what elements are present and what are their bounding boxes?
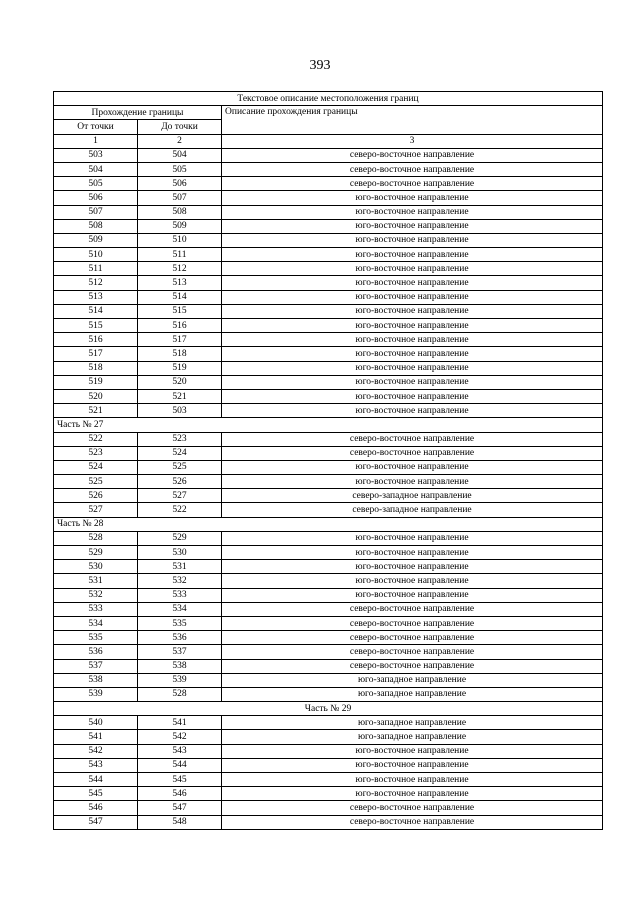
direction-cell: юго-восточное направление: [222, 191, 603, 205]
section-label: Часть № 29: [54, 702, 603, 716]
to-point-cell: 515: [138, 304, 222, 318]
direction-cell: юго-восточное направление: [222, 290, 603, 304]
from-point-cell: 546: [54, 801, 138, 815]
direction-cell: юго-восточное направление: [222, 219, 603, 233]
from-point-cell: 526: [54, 489, 138, 503]
direction-cell: северо-восточное направление: [222, 162, 603, 176]
section-row: [54, 702, 603, 716]
direction-cell: юго-восточное направление: [222, 205, 603, 219]
direction-cell: северо-восточное направление: [222, 801, 603, 815]
to-header: До точки: [138, 120, 222, 134]
from-point-cell: 510: [54, 248, 138, 262]
from-point-cell: 534: [54, 616, 138, 630]
table-row: [54, 773, 603, 787]
direction-cell: юго-восточное направление: [222, 361, 603, 375]
direction-cell: северо-восточное направление: [222, 631, 603, 645]
to-point-cell: 506: [138, 177, 222, 191]
to-point-cell: 545: [138, 773, 222, 787]
direction-cell: юго-восточное направление: [222, 319, 603, 333]
from-point-cell: 511: [54, 262, 138, 276]
to-point-cell: 520: [138, 375, 222, 389]
table-group-header-row: [54, 106, 603, 120]
from-point-cell: 532: [54, 588, 138, 602]
from-point-cell: 520: [54, 389, 138, 403]
direction-cell: северо-восточное направление: [222, 815, 603, 829]
from-point-cell: 524: [54, 460, 138, 474]
table-row: [54, 432, 603, 446]
to-point-cell: 519: [138, 361, 222, 375]
to-point-cell: 537: [138, 645, 222, 659]
from-point-cell: 512: [54, 276, 138, 290]
table-row: [54, 219, 603, 233]
to-point-cell: 531: [138, 560, 222, 574]
from-point-cell: 544: [54, 773, 138, 787]
from-point-cell: 528: [54, 531, 138, 545]
column-number-3: 3: [222, 134, 603, 148]
table-row: [54, 815, 603, 829]
from-header: От точки: [54, 120, 138, 134]
table-row: [54, 148, 603, 162]
from-point-cell: 539: [54, 687, 138, 701]
table-row: [54, 375, 603, 389]
direction-cell: юго-западное направление: [222, 730, 603, 744]
from-point-cell: 505: [54, 177, 138, 191]
to-point-cell: 507: [138, 191, 222, 205]
from-point-cell: 540: [54, 716, 138, 730]
to-point-cell: 538: [138, 659, 222, 673]
from-point-cell: 513: [54, 290, 138, 304]
to-point-cell: 516: [138, 319, 222, 333]
to-point-cell: 544: [138, 758, 222, 772]
table-row: [54, 801, 603, 815]
table-row: [54, 716, 603, 730]
from-point-cell: 518: [54, 361, 138, 375]
to-point-cell: 529: [138, 531, 222, 545]
to-point-cell: 504: [138, 148, 222, 162]
table-row: [54, 588, 603, 602]
direction-cell: юго-восточное направление: [222, 333, 603, 347]
to-point-cell: 518: [138, 347, 222, 361]
section-row: [54, 418, 603, 432]
direction-cell: юго-восточное направление: [222, 460, 603, 474]
table-row: [54, 631, 603, 645]
from-point-cell: 541: [54, 730, 138, 744]
to-point-cell: 521: [138, 389, 222, 403]
to-point-cell: 541: [138, 716, 222, 730]
from-point-cell: 506: [54, 191, 138, 205]
from-point-cell: 514: [54, 304, 138, 318]
direction-cell: юго-западное направление: [222, 673, 603, 687]
table-row: [54, 319, 603, 333]
direction-cell: юго-западное направление: [222, 716, 603, 730]
table-body: [54, 148, 603, 829]
from-point-cell: 545: [54, 787, 138, 801]
to-point-cell: 527: [138, 489, 222, 503]
direction-cell: северо-восточное направление: [222, 148, 603, 162]
table-row: [54, 503, 603, 517]
from-point-cell: 517: [54, 347, 138, 361]
boundary-description-table: [53, 91, 603, 830]
direction-cell: юго-восточное направление: [222, 744, 603, 758]
to-point-cell: 524: [138, 446, 222, 460]
table-row: [54, 262, 603, 276]
to-point-cell: 505: [138, 162, 222, 176]
to-point-cell: 512: [138, 262, 222, 276]
group-header: Прохождение границы: [54, 106, 222, 120]
to-point-cell: 513: [138, 276, 222, 290]
direction-cell: юго-восточное направление: [222, 248, 603, 262]
direction-cell: юго-восточное направление: [222, 276, 603, 290]
direction-cell: юго-восточное направление: [222, 531, 603, 545]
table-row: [54, 687, 603, 701]
table-row: [54, 177, 603, 191]
section-row: [54, 517, 603, 531]
to-point-cell: 543: [138, 744, 222, 758]
direction-cell: северо-восточное направление: [222, 616, 603, 630]
from-point-cell: 527: [54, 503, 138, 517]
to-point-cell: 547: [138, 801, 222, 815]
to-point-cell: 532: [138, 574, 222, 588]
from-point-cell: 538: [54, 673, 138, 687]
to-point-cell: 526: [138, 475, 222, 489]
to-point-cell: 536: [138, 631, 222, 645]
to-point-cell: 533: [138, 588, 222, 602]
to-point-cell: 509: [138, 219, 222, 233]
direction-cell: юго-восточное направление: [222, 404, 603, 418]
direction-cell: юго-восточное направление: [222, 588, 603, 602]
direction-cell: северо-восточное направление: [222, 602, 603, 616]
from-point-cell: 516: [54, 333, 138, 347]
to-point-cell: 517: [138, 333, 222, 347]
to-point-cell: 523: [138, 432, 222, 446]
to-point-cell: 534: [138, 602, 222, 616]
from-point-cell: 521: [54, 404, 138, 418]
table-row: [54, 730, 603, 744]
table-row: [54, 659, 603, 673]
to-point-cell: 511: [138, 248, 222, 262]
direction-cell: юго-восточное направление: [222, 574, 603, 588]
from-point-cell: 535: [54, 631, 138, 645]
from-point-cell: 504: [54, 162, 138, 176]
table-title-row: [54, 92, 603, 106]
table-row: [54, 560, 603, 574]
direction-cell: юго-восточное направление: [222, 262, 603, 276]
from-point-cell: 503: [54, 148, 138, 162]
table-row: [54, 304, 603, 318]
from-point-cell: 530: [54, 560, 138, 574]
table-row: [54, 389, 603, 403]
table-row: [54, 744, 603, 758]
table-row: [54, 333, 603, 347]
to-point-cell: 503: [138, 404, 222, 418]
direction-cell: юго-восточное направление: [222, 546, 603, 560]
from-point-cell: 509: [54, 233, 138, 247]
table-row: [54, 290, 603, 304]
direction-cell: юго-восточное направление: [222, 304, 603, 318]
table-row: [54, 276, 603, 290]
from-point-cell: 533: [54, 602, 138, 616]
from-point-cell: 529: [54, 546, 138, 560]
table-row: [54, 475, 603, 489]
column-number-row: [54, 134, 603, 148]
section-label: Часть № 28: [54, 517, 603, 531]
direction-cell: юго-восточное направление: [222, 375, 603, 389]
table-row: [54, 404, 603, 418]
direction-cell: юго-восточное направление: [222, 475, 603, 489]
to-point-cell: 548: [138, 815, 222, 829]
table-title: Текстовое описание местоположения границ: [54, 92, 603, 106]
direction-cell: юго-восточное направление: [222, 758, 603, 772]
table-row: [54, 233, 603, 247]
direction-cell: северо-восточное направление: [222, 446, 603, 460]
from-point-cell: 519: [54, 375, 138, 389]
page-number: 393: [309, 58, 331, 73]
direction-cell: северо-западное направление: [222, 489, 603, 503]
table-row: [54, 162, 603, 176]
direction-cell: юго-западное направление: [222, 687, 603, 701]
direction-cell: северо-западное направление: [222, 503, 603, 517]
table-row: [54, 546, 603, 560]
table-row: [54, 645, 603, 659]
table-row: [54, 460, 603, 474]
direction-cell: юго-восточное направление: [222, 347, 603, 361]
direction-cell: северо-восточное направление: [222, 177, 603, 191]
from-point-cell: 523: [54, 446, 138, 460]
direction-cell: юго-восточное направление: [222, 560, 603, 574]
direction-cell: юго-восточное направление: [222, 773, 603, 787]
table-row: [54, 248, 603, 262]
to-point-cell: 510: [138, 233, 222, 247]
to-point-cell: 530: [138, 546, 222, 560]
to-point-cell: 514: [138, 290, 222, 304]
direction-cell: юго-восточное направление: [222, 389, 603, 403]
table-row: [54, 446, 603, 460]
direction-cell: северо-восточное направление: [222, 645, 603, 659]
to-point-cell: 508: [138, 205, 222, 219]
table-row: [54, 787, 603, 801]
from-point-cell: 537: [54, 659, 138, 673]
table-row: [54, 758, 603, 772]
table-row: [54, 205, 603, 219]
from-point-cell: 522: [54, 432, 138, 446]
from-point-cell: 536: [54, 645, 138, 659]
from-point-cell: 507: [54, 205, 138, 219]
direction-cell: юго-восточное направление: [222, 233, 603, 247]
description-header: Описание прохождения границы: [222, 106, 603, 134]
to-point-cell: 535: [138, 616, 222, 630]
direction-cell: северо-восточное направление: [222, 432, 603, 446]
table-row: [54, 489, 603, 503]
from-point-cell: 547: [54, 815, 138, 829]
from-point-cell: 508: [54, 219, 138, 233]
direction-cell: юго-восточное направление: [222, 787, 603, 801]
to-point-cell: 528: [138, 687, 222, 701]
from-point-cell: 531: [54, 574, 138, 588]
to-point-cell: 525: [138, 460, 222, 474]
to-point-cell: 539: [138, 673, 222, 687]
column-number-2: 2: [138, 134, 222, 148]
direction-cell: северо-восточное направление: [222, 659, 603, 673]
column-number-1: 1: [54, 134, 138, 148]
from-point-cell: 525: [54, 475, 138, 489]
table-row: [54, 347, 603, 361]
table-row: [54, 361, 603, 375]
table-row: [54, 574, 603, 588]
to-point-cell: 542: [138, 730, 222, 744]
table-row: [54, 616, 603, 630]
table-row: [54, 191, 603, 205]
section-label: Часть № 27: [54, 418, 603, 432]
table-row: [54, 673, 603, 687]
to-point-cell: 546: [138, 787, 222, 801]
table-row: [54, 602, 603, 616]
table-row: [54, 531, 603, 545]
from-point-cell: 515: [54, 319, 138, 333]
to-point-cell: 522: [138, 503, 222, 517]
from-point-cell: 542: [54, 744, 138, 758]
from-point-cell: 543: [54, 758, 138, 772]
